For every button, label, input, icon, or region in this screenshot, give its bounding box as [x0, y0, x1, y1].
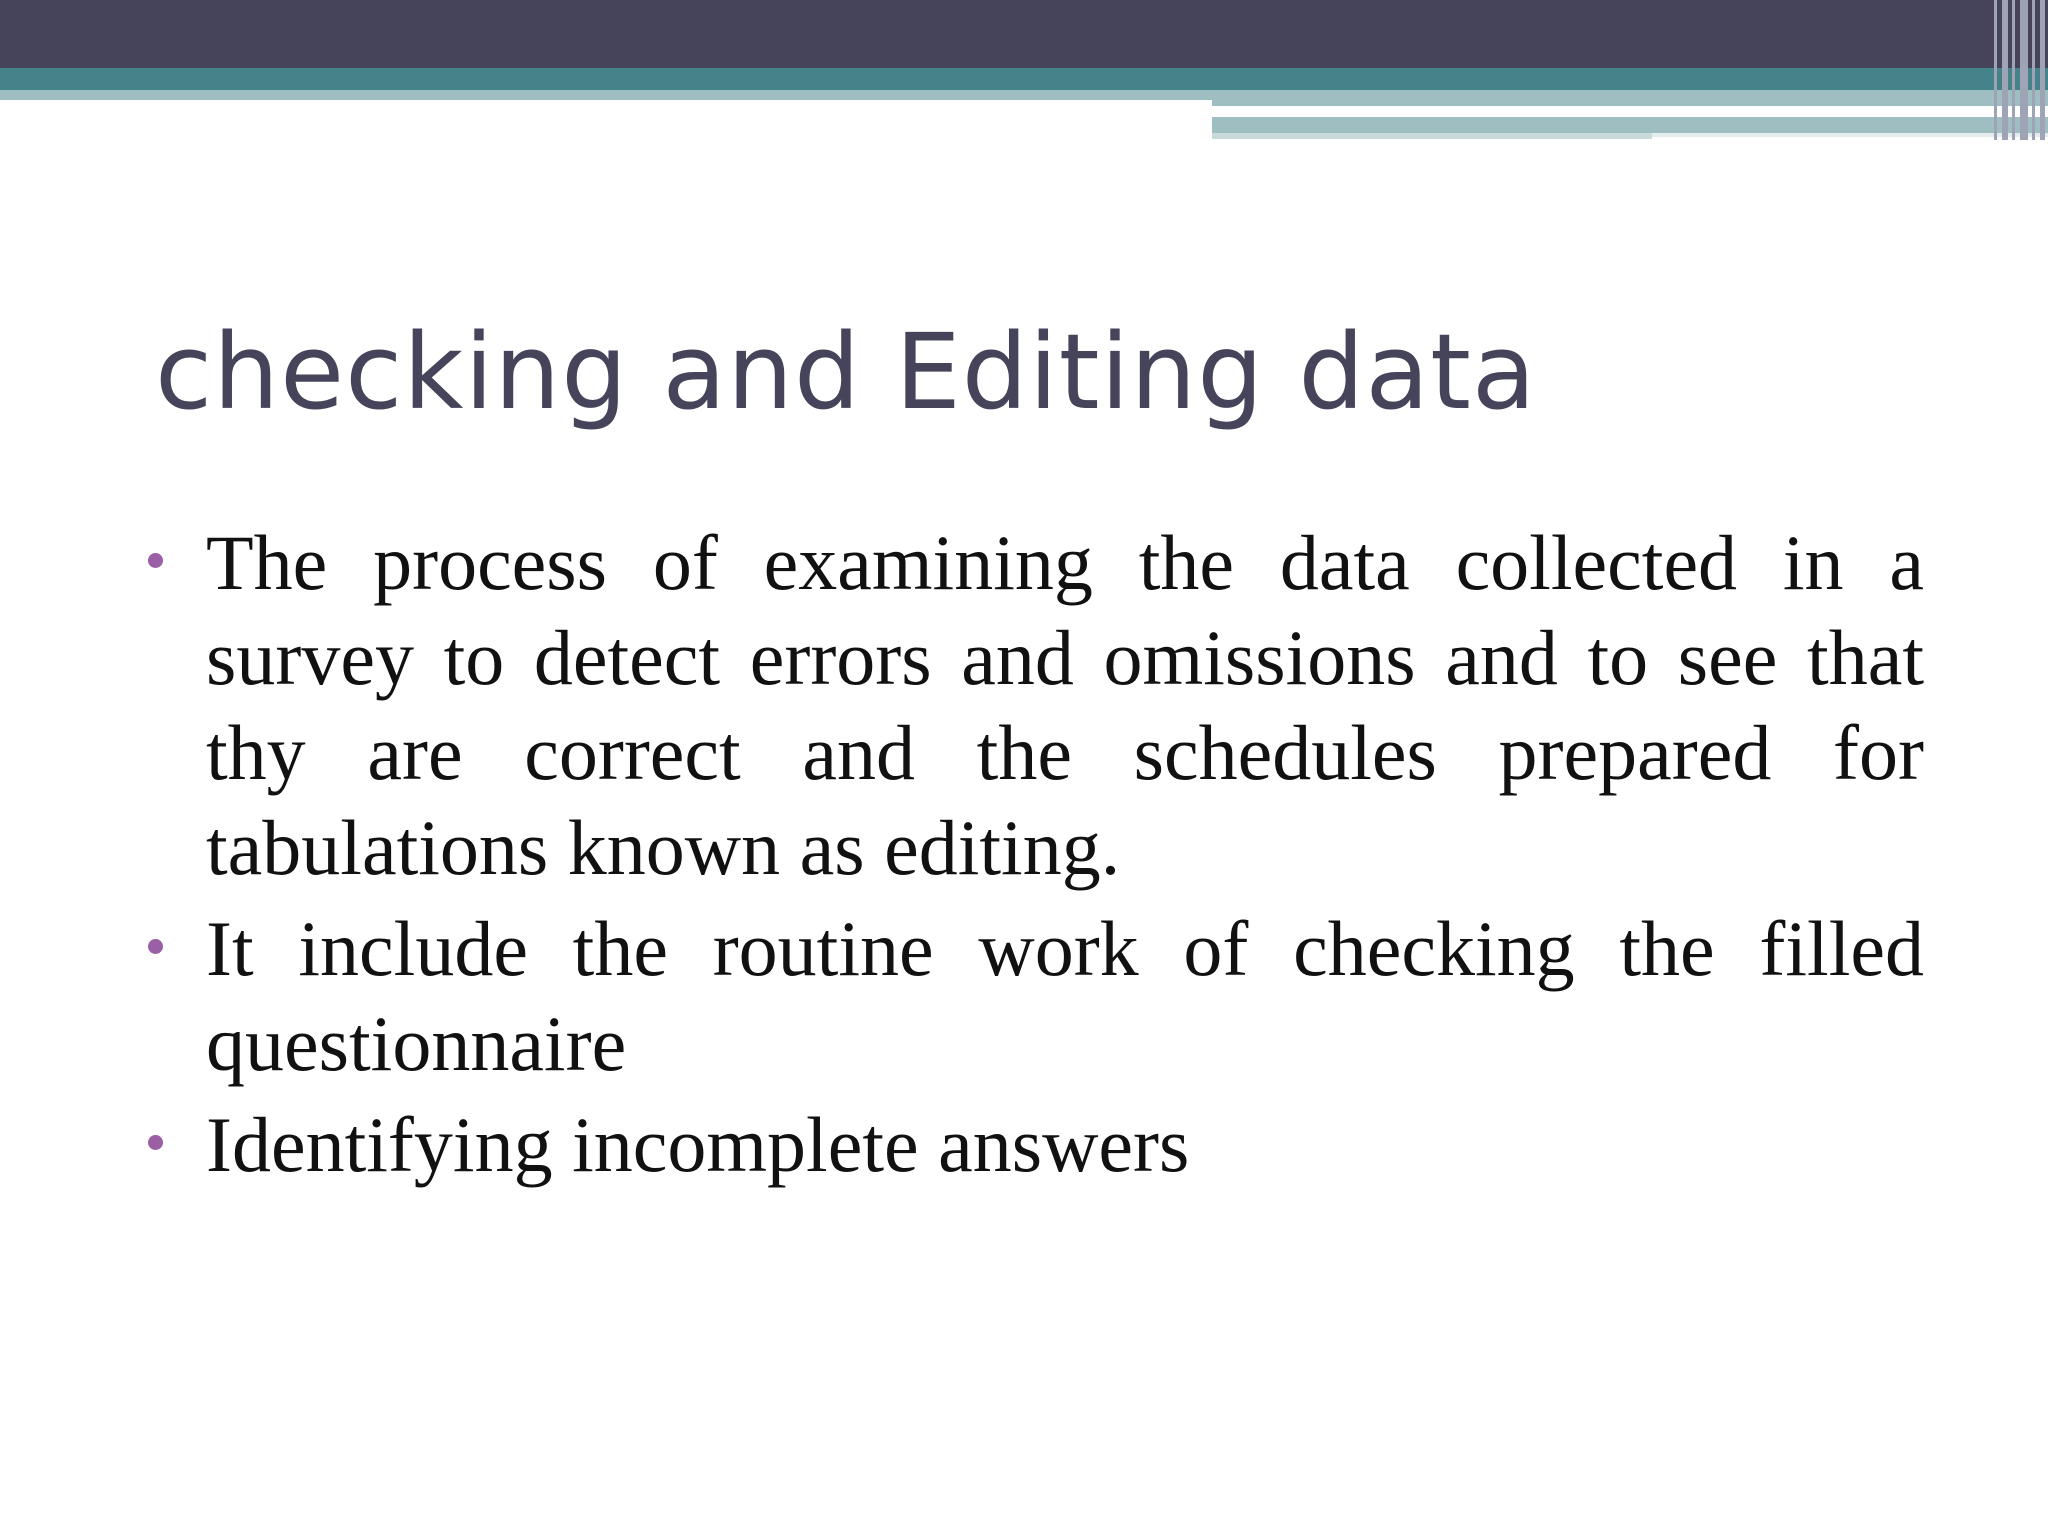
header-band-right-upper [1212, 90, 2048, 106]
header-band-dark [0, 0, 2048, 68]
header-vertical-stripes [1988, 0, 2048, 140]
bullet-text: It include the routine work of checking the filled questionnaire [206, 905, 1924, 1087]
header-band-right-shadow [1212, 133, 1652, 139]
bullet-dot-icon [148, 1135, 163, 1150]
bullet-dot-icon [148, 553, 163, 568]
header-band-teal [0, 68, 2048, 90]
bullet-text: The process of examining the data collected in a survey to detect errors and omissions and to see that thy are correct and the schedules prepared for tabulations known as editing. [206, 519, 1924, 891]
bullet-item [148, 901, 1924, 1091]
bullet-item [148, 1097, 1924, 1192]
bullet-item [148, 515, 1924, 895]
bullet-list [148, 515, 1924, 1198]
bullet-text: Identifying incomplete answers [206, 1101, 1190, 1188]
bullet-dot-icon [148, 939, 163, 954]
header-band-light-left [0, 90, 1212, 100]
header-band-right-lower [1212, 117, 2048, 133]
slide-title: checking and Editing data [155, 311, 1537, 433]
